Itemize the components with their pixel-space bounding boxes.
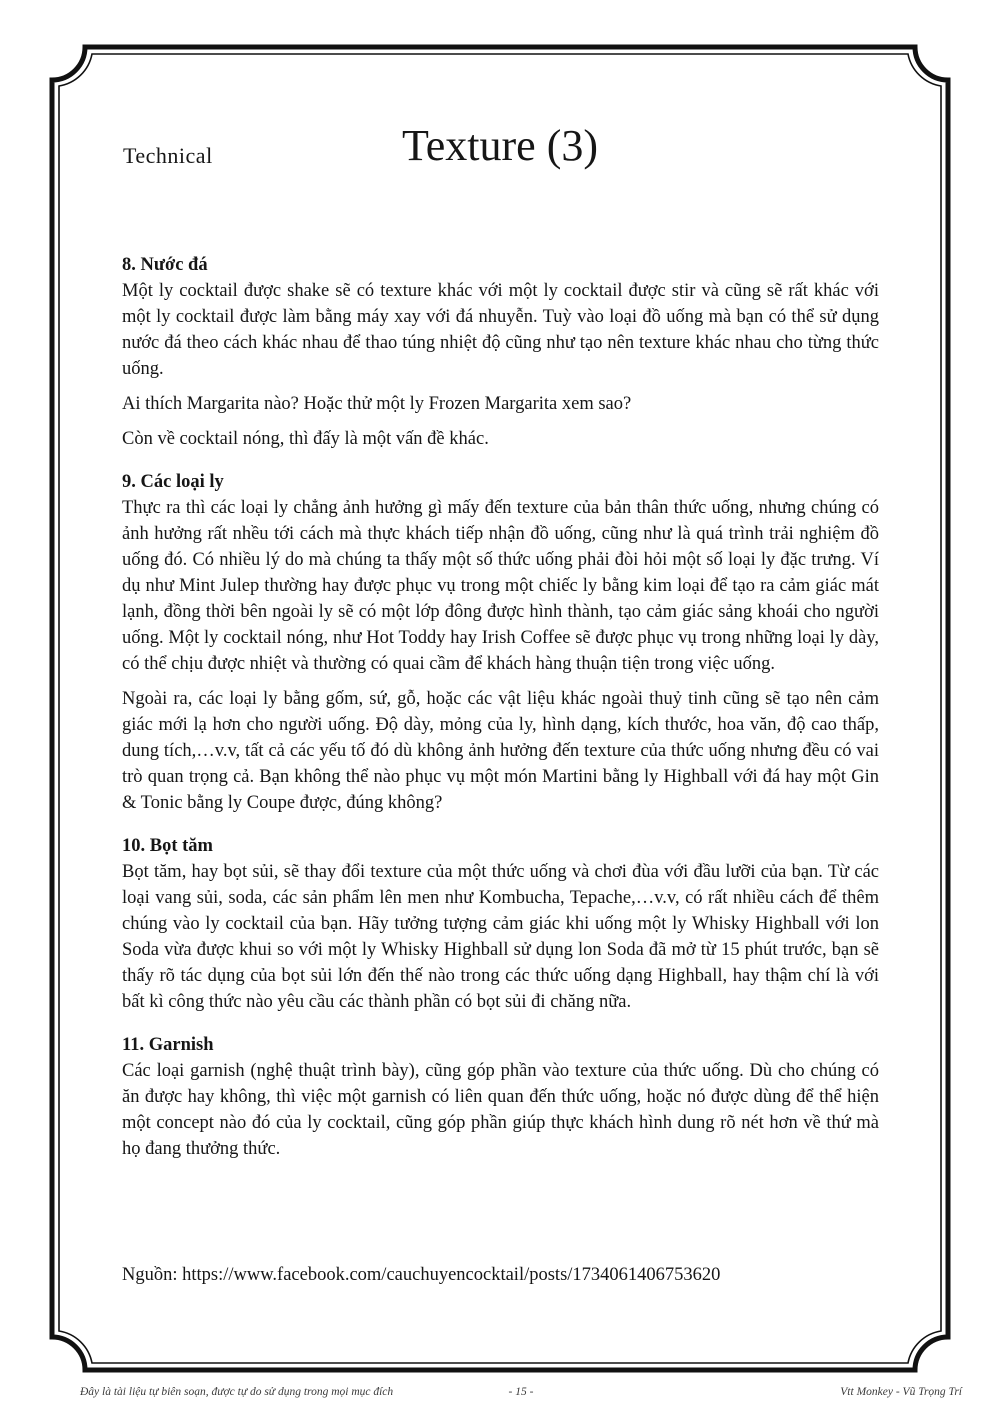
footer-author: Vtt Monkey - Vũ Trọng Trí [840,1386,962,1398]
paragraph: Các loại garnish (nghệ thuật trình bày), cũng góp phần vào texture của thức uống. Dù cho chúng có ăn được hay không, thì việc một garnish có liên quan đến thức uống, hoặc nó được dùng để thể hiện một concept nào đó của ly cocktail, cũng góp phần giúp thực khách hình dung rõ nét hơn về thứ mà họ đang thưởng thức. [122,1061,879,1159]
page-footer [80,1386,962,1402]
paragraph: Ngoài ra, các loại ly bằng gốm, sứ, gỗ, hoặc các vật liệu khác ngoài thuỷ tinh cũng sẽ tạo nên cảm giác mới lạ hơn cho người uống. Độ dày, mỏng của ly, hình dạng, kích thước, hoa văn, độ cao thấp, dung tích,…v.v, tất cả các yếu tố đó dù không ảnh hưởng đến texture của thức uống nhưng đều có vai trò quan trọng cả. Bạn không thể nào phục vụ một món Martini bằng ly Highball với đá hay một Gin & Tonic bằng ly Coupe được, đúng không? [122,689,879,813]
paragraph: Ai thích Margarita nào? Hoặc thử một ly Frozen Margarita xem sao? [122,394,632,414]
paragraph: Bọt tăm, hay bọt sủi, sẽ thay đổi texture của một thức uống và chơi đùa với đầu lưỡi của bạn. Từ các loại vang sủi, soda, các sản phẩm lên men như Kombucha, Tepache,…v.v, có rất nhiều cách để thêm chúng vào ly cocktail của bạn. Hãy tưởng tượng cảm giác khi uống một ly Whisky Highball với lon Soda vừa được khui so với một ly Whisky Highball sử dụng lon Soda đã mở từ 15 phút trước, bạn sẽ thấy rõ tác dụng của bọt sủi lớn đến thế nào trong các thức uống dạng Highball, hay thậm chí là với bất kì công thức nào yêu cầu các thành phần có bọt sủi đi chăng nữa. [122,862,879,1012]
source-url: https://www.facebook.com/cauchuyencocktail/posts/1734061406753620 [182,1265,721,1285]
section-bubbles [122,833,879,1015]
section-glassware [122,469,879,816]
section-heading: 10. Bọt tăm [122,836,213,856]
paragraph: Còn về cocktail nóng, thì đấy là một vấn đề khác. [122,429,489,449]
section-heading: 11. Garnish [122,1035,214,1055]
page-title: Texture (3) [401,121,599,170]
footer-disclaimer: Đây là tài liệu tự biên soạn, được tự do sử dụng trong mọi mục đích [80,1386,394,1398]
source-line [122,1262,879,1288]
paragraph: Một ly cocktail được shake sẽ có texture khác với một ly cocktail được stir và cũng sẽ rất khác với một ly cocktail được làm bằng máy xay với đá nhuyễn. Tuỳ vào loại đồ uống mà bạn có thể sử dụng nước đá theo cách khác nhau để thao túng nhiệt độ cũng như tạo nên texture khác nhau cho từng thức uống. [122,281,879,379]
paragraph: Thực ra thì các loại ly chẳng ảnh hưởng gì mấy đến texture của bản thân thức uống, nhưng chúng có ảnh hưởng rất nhều tới cách mà thực khách tiếp nhận đồ uống, cũng như là quá trình trải nghiệm đồ uống đó. Có nhiều lý do mà chúng ta thấy một số thức uống phải đòi hỏi một số loại ly đặc trưng. Ví dụ như Mint Julep thường hay được phục vụ trong một chiếc ly bằng kim loại để tạo ra cảm giác mát lạnh, đồng thời bên ngoài ly sẽ có một lớp đông được hình thành, tạo cảm giác sảng khoái cho người uống. Một ly cocktail nóng, như Hot Toddy hay Irish Coffee sẽ được phục vụ trong những loại ly dày, có thể chịu được nhiệt và thường có quai cầm để khách hàng thuận tiện trong việc uống. [122,498,879,674]
section-heading: 8. Nước đá [122,255,208,275]
section-heading: 9. Các loại ly [122,472,224,492]
source-label: Nguồn: [122,1265,183,1285]
footer-page-number: - 15 - [508,1386,534,1398]
page-label: Technical [123,143,213,168]
document-body [122,252,879,1162]
section-garnish [122,1032,879,1162]
section-ice [122,252,879,452]
